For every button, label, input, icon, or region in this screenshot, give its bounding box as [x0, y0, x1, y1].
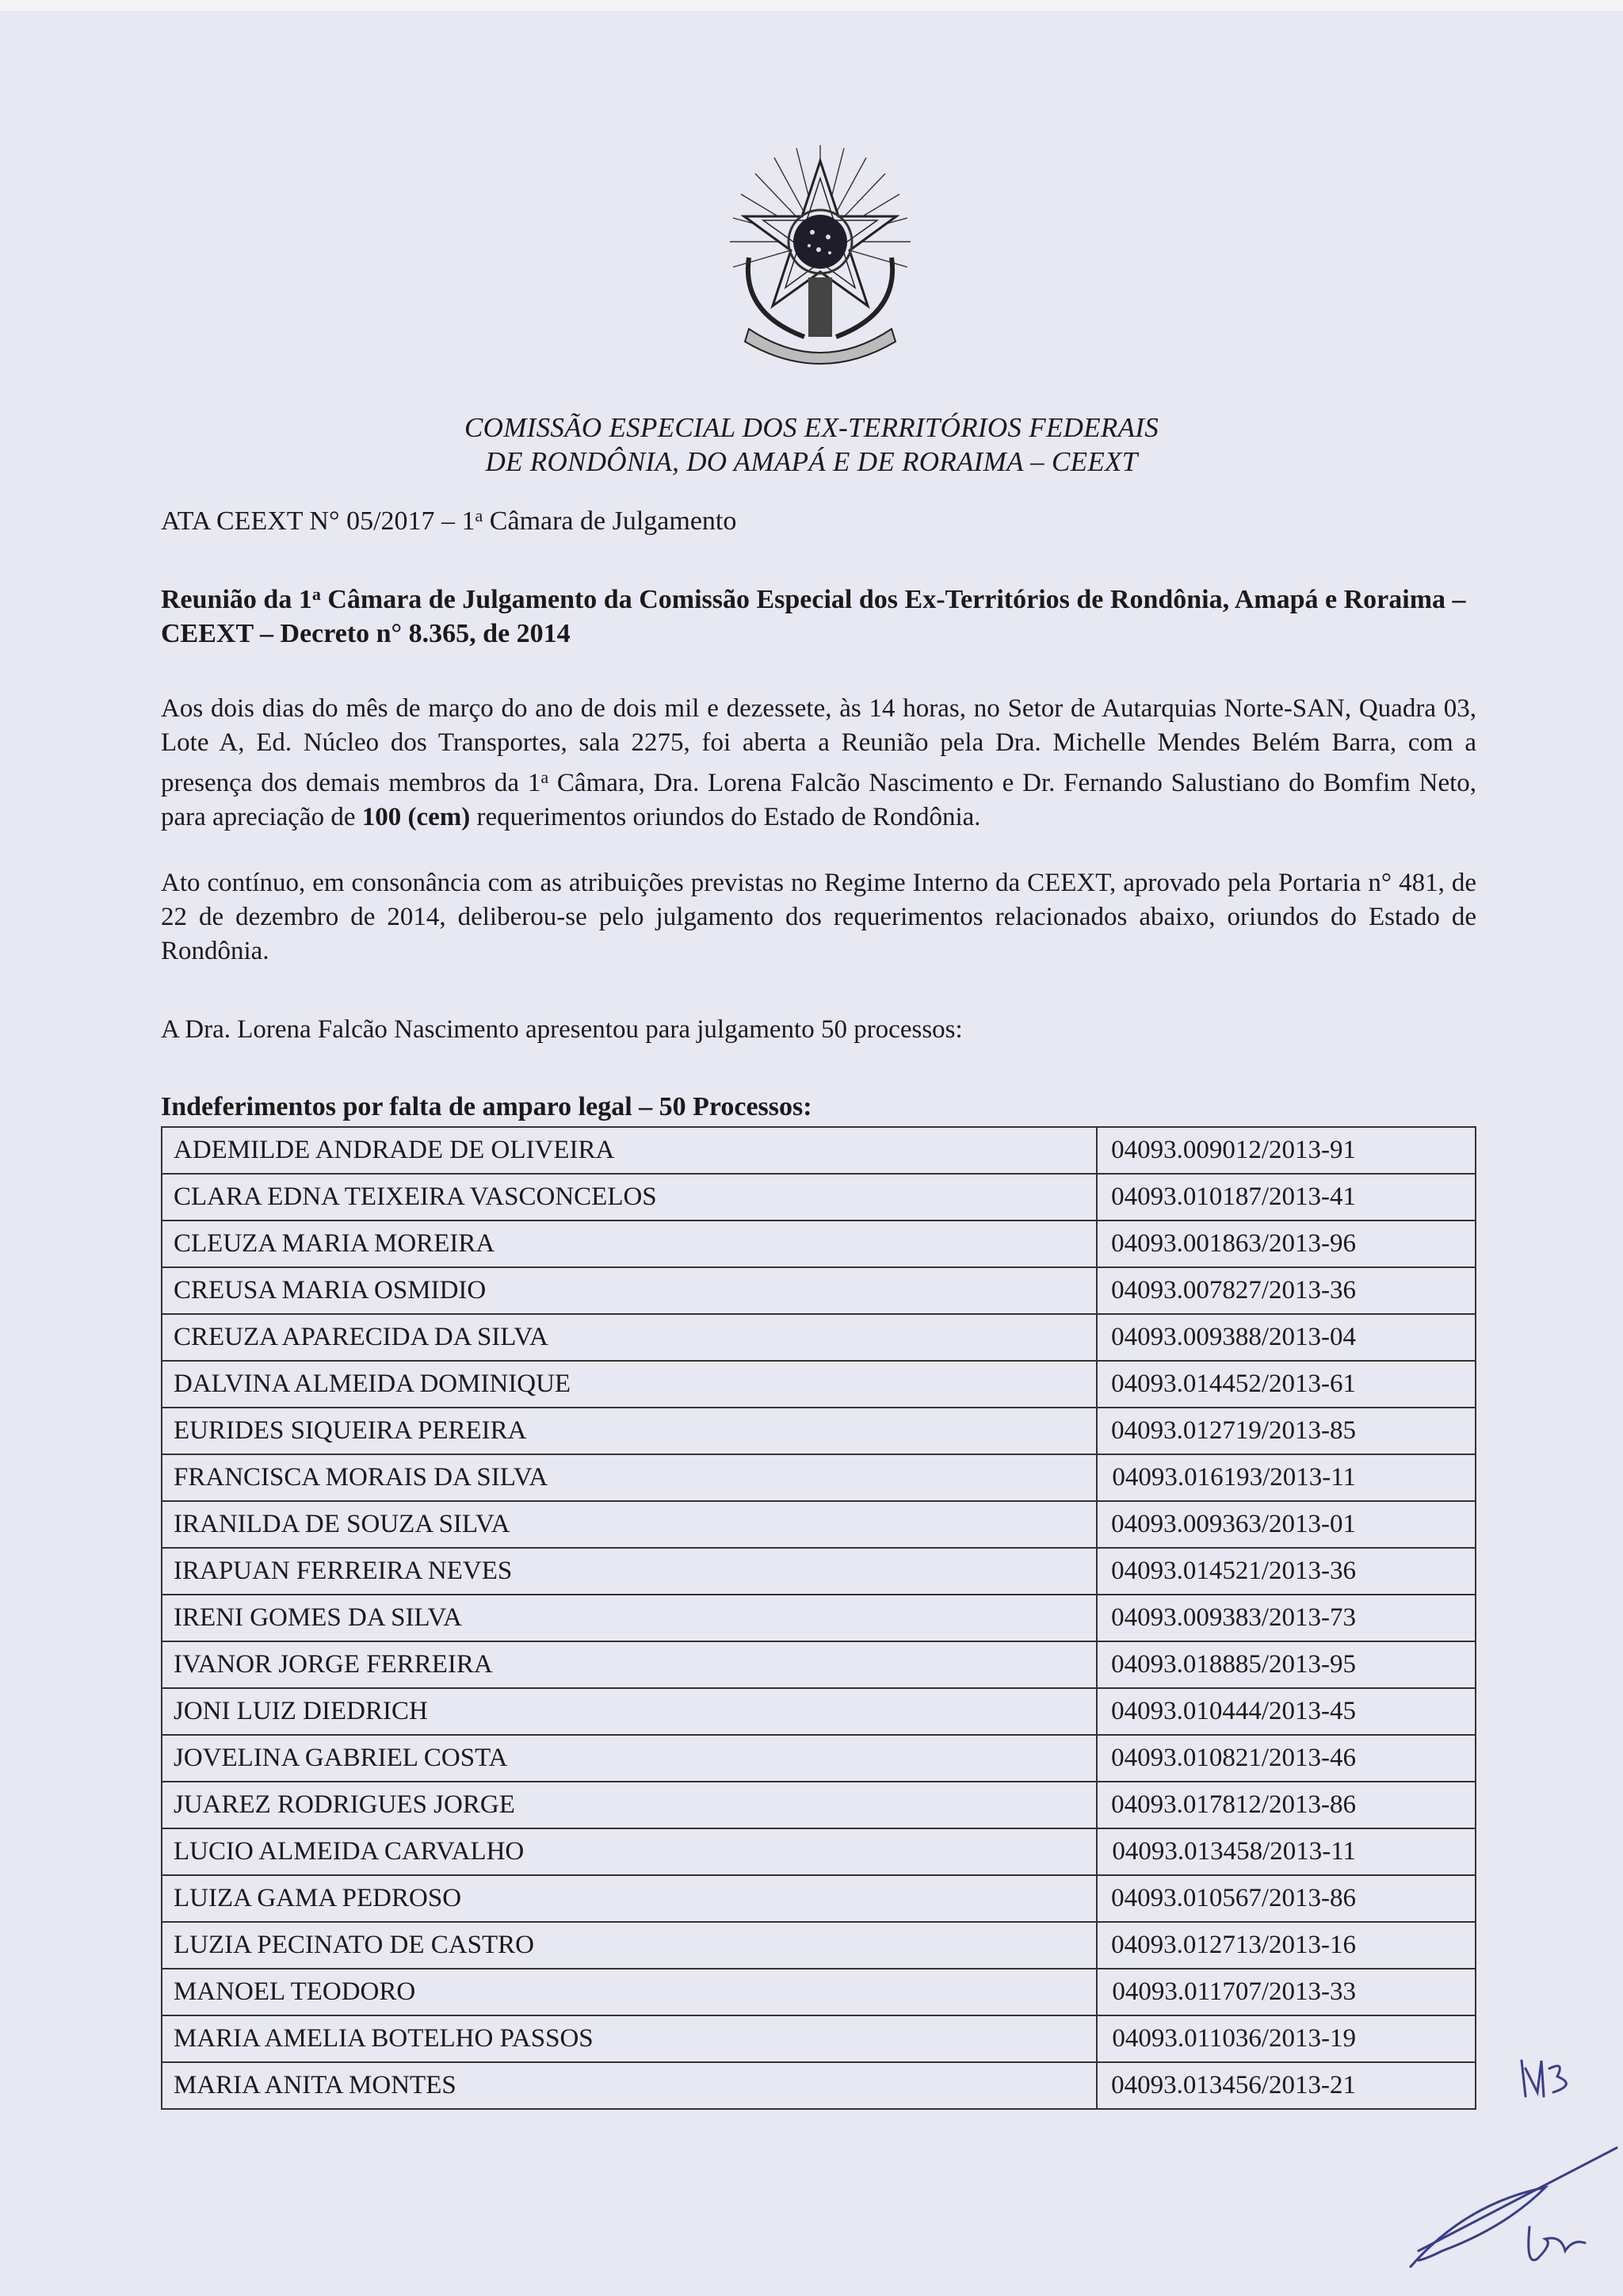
process-number-cell: 04093.013458/2013-11 [1097, 1828, 1476, 1875]
process-number-cell: 04093.009388/2013-04 [1097, 1314, 1476, 1361]
process-number-cell: 04093.012713/2013-16 [1097, 1922, 1476, 1969]
table-row [162, 1875, 1476, 1922]
coat-of-arms-emblem [717, 139, 923, 384]
process-number-cell: 04093.010567/2013-86 [1097, 1875, 1476, 1922]
process-number-cell: 04093.007827/2013-36 [1097, 1267, 1476, 1314]
commission-heading-line1: COMISSÃO ESPECIAL DOS EX-TERRITÓRIOS FEDERAIS [464, 412, 1159, 443]
process-table [161, 1126, 1476, 2110]
process-number-cell: 04093.014452/2013-61 [1097, 1361, 1476, 1408]
applicant-name-cell: IVANOR JORGE FERREIRA [162, 1641, 1097, 1688]
process-number-cell: 04093.010187/2013-41 [1097, 1174, 1476, 1221]
meeting-title: Reunião da 1$^a$ Câmara de Julgamento da Comissão Especial dos Ex-Territórios de Rondônia, Amapá e Roraima – CEEXT – Decreto n° 8.365, de 2014 [161, 584, 1466, 648]
table-row [162, 1595, 1476, 1641]
table-row [162, 1922, 1476, 1969]
process-number-cell: 04093.001863/2013-96 [1097, 1221, 1476, 1267]
table-row [162, 1174, 1476, 1221]
table-row [162, 1641, 1476, 1688]
applicant-name-cell: JOVELINA GABRIEL COSTA [162, 1735, 1097, 1782]
applicant-name-cell: IRENI GOMES DA SILVA [162, 1595, 1097, 1641]
process-number-cell: 04093.016193/2013-11 [1097, 1454, 1476, 1501]
table-row [162, 1735, 1476, 1782]
table-row [162, 2062, 1476, 2109]
table-row [162, 1221, 1476, 1267]
table-row [162, 1314, 1476, 1361]
table-row [162, 1501, 1476, 1548]
table-row [162, 1688, 1476, 1735]
applicant-name-cell: EURIDES SIQUEIRA PEREIRA [162, 1408, 1097, 1454]
process-number-cell: 04093.013456/2013-21 [1097, 2062, 1476, 2109]
applicant-name-cell: MARIA AMELIA BOTELHO PASSOS [162, 2015, 1097, 2062]
process-number-cell: 04093.012719/2013-85 [1097, 1408, 1476, 1454]
process-number-cell: 04093.009383/2013-73 [1097, 1595, 1476, 1641]
applicant-name-cell: LUCIO ALMEIDA CARVALHO [162, 1828, 1097, 1875]
table-row [162, 1782, 1476, 1828]
applicant-name-cell: LUIZA GAMA PEDROSO [162, 1875, 1097, 1922]
applicant-name-cell: MARIA ANITA MONTES [162, 2062, 1097, 2109]
table-row [162, 1548, 1476, 1595]
deliberation-paragraph: Ato contínuo, em consonância com as atribuições previstas no Regime Interno da CEEXT, aprovado pela Portaria n° 481, de 22 de dezembro de 2014, deliberou-se pelo julgamento dos requerimentos relacionados abaixo, oriundos do Estado de Rondônia. [161, 869, 1476, 965]
process-number-cell: 04093.011707/2013-33 [1097, 1969, 1476, 2015]
process-number-cell: 04093.018885/2013-95 [1097, 1641, 1476, 1688]
applicant-name-cell: JONI LUIZ DIEDRICH [162, 1688, 1097, 1735]
applicant-name-cell: ADEMILDE ANDRADE DE OLIVEIRA [162, 1127, 1097, 1174]
ata-reference: ATA CEEXT N° 05/2017 – 1$^a$ Câmara de Julgamento [161, 506, 737, 536]
table-row [162, 1361, 1476, 1408]
handwritten-signature [1395, 2013, 1623, 2290]
applicant-name-cell: IRANILDA DE SOUZA SILVA [162, 1501, 1097, 1548]
table-row [162, 1127, 1476, 1174]
opening-paragraph: Aos dois dias do mês de março do ano de dois mil e dezessete, às 14 horas, no Setor de Autarquias Norte-SAN, Quadra 03, Lote A, Ed. Núcleo dos Transportes, sala 2275, foi aberta a Reunião pela Dra. Michelle Mendes Belém Barra, com a presença dos demais membros da 1$^a$ Câmara, Dra. Lorena Falcão Nascimento e Dr. Fernando Salustiano do Bomfim Neto, para apreciação de 100 (cem) requerimentos oriundos do Estado de Rondônia. [161, 694, 1477, 831]
applicant-name-cell: DALVINA ALMEIDA DOMINIQUE [162, 1361, 1097, 1408]
applicant-name-cell: FRANCISCA MORAIS DA SILVA [162, 1454, 1097, 1501]
list-heading: Indeferimentos por falta de amparo legal – 50 Processos: [161, 1092, 812, 1121]
applicant-name-cell: CREUZA APARECIDA DA SILVA [162, 1314, 1097, 1361]
applicant-name-cell: CREUSA MARIA OSMIDIO [162, 1267, 1097, 1314]
table-row [162, 1969, 1476, 2015]
table-row [162, 2015, 1476, 2062]
presentation-paragraph: A Dra. Lorena Falcão Nascimento apresentou para julgamento 50 processos: [161, 1015, 963, 1044]
process-number-cell: 04093.010444/2013-45 [1097, 1688, 1476, 1735]
table-row [162, 1828, 1476, 1875]
applicant-name-cell: JUAREZ RODRIGUES JORGE [162, 1782, 1097, 1828]
process-number-cell: 04093.010821/2013-46 [1097, 1735, 1476, 1782]
applicant-name-cell: CLARA EDNA TEIXEIRA VASCONCELOS [162, 1174, 1097, 1221]
applicant-name-cell: CLEUZA MARIA MOREIRA [162, 1221, 1097, 1267]
page-top-edge [0, 0, 1623, 11]
process-number-cell: 04093.014521/2013-36 [1097, 1548, 1476, 1595]
applicant-name-cell: IRAPUAN FERREIRA NEVES [162, 1548, 1097, 1595]
process-number-cell: 04093.011036/2013-19 [1097, 2015, 1476, 2062]
process-number-cell: 04093.017812/2013-86 [1097, 1782, 1476, 1828]
table-row [162, 1267, 1476, 1314]
process-number-cell: 04093.009363/2013-01 [1097, 1501, 1476, 1548]
applicant-name-cell: MANOEL TEODORO [162, 1969, 1097, 2015]
commission-heading-line2: DE RONDÔNIA, DO AMAPÁ E DE RORAIMA – CEEXT [485, 446, 1138, 477]
table-row [162, 1408, 1476, 1454]
table-row [162, 1454, 1476, 1501]
process-number-cell: 04093.009012/2013-91 [1097, 1127, 1476, 1174]
applicant-name-cell: LUZIA PECINATO DE CASTRO [162, 1922, 1097, 1969]
